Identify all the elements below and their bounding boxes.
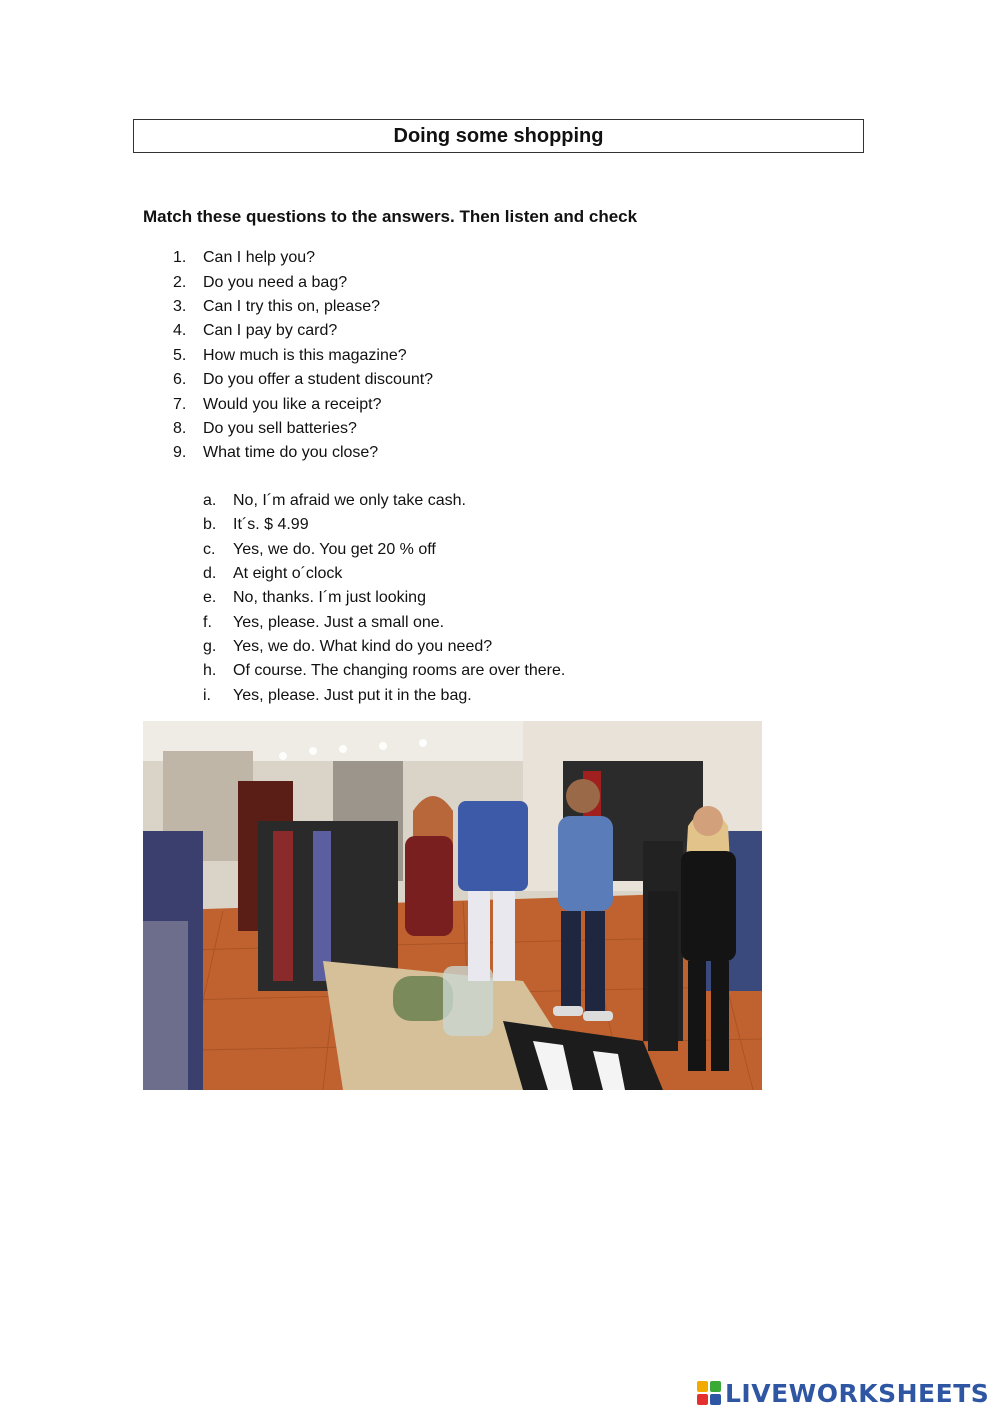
- logo-block: [710, 1381, 721, 1392]
- store-scene-illustration: [143, 721, 762, 1090]
- logo-block: [697, 1381, 708, 1392]
- instructions: Match these questions to the answers. Then listen and check: [143, 207, 638, 226]
- question-item: 3. Can I try this on, please?: [173, 297, 380, 315]
- answer-item: c. Yes, we do. You get 20 % off: [203, 540, 436, 558]
- answers-list: [203, 489, 565, 708]
- answer-item: h. Of course. The changing rooms are over there.: [203, 662, 566, 680]
- question-item: 4. Can I pay by card?: [173, 322, 338, 340]
- answer-item: a. No, I´m afraid we only take cash.: [203, 492, 466, 510]
- answer-item: i. Yes, please. Just put it in the bag.: [203, 686, 472, 704]
- worksheet-title: Doing some shopping: [393, 124, 604, 147]
- logo-blocks-icon: [697, 1381, 721, 1405]
- logo-block: [710, 1394, 721, 1405]
- answer-item: d. At eight o´clock: [203, 565, 343, 583]
- answer-item: f. Yes, please. Just a small one.: [203, 613, 445, 631]
- question-item: 8. Do you sell batteries?: [173, 419, 357, 437]
- question-item: 6. Do you offer a student discount?: [173, 371, 434, 389]
- question-item: 7. Would you like a receipt?: [173, 395, 382, 413]
- answer-item: g. Yes, we do. What kind do you need?: [203, 637, 493, 655]
- question-item: 5. How much is this magazine?: [173, 346, 407, 364]
- question-item: 2. Do you need a bag?: [173, 273, 348, 291]
- question-item: 1. Can I help you?: [173, 249, 316, 267]
- answer-item: b. It´s. $ 4.99: [203, 516, 309, 534]
- clothing-store-photo: [143, 721, 762, 1090]
- answer-item: e. No, thanks. I´m just looking: [203, 589, 426, 607]
- worksheet-title-box: [133, 119, 864, 153]
- logo-block: [697, 1394, 708, 1405]
- questions-list: [173, 246, 433, 466]
- question-item: 9. What time do you close?: [173, 444, 379, 462]
- logo-text: LIVEWORKSHEETS: [725, 1378, 990, 1408]
- liveworksheets-logo: [697, 1378, 989, 1408]
